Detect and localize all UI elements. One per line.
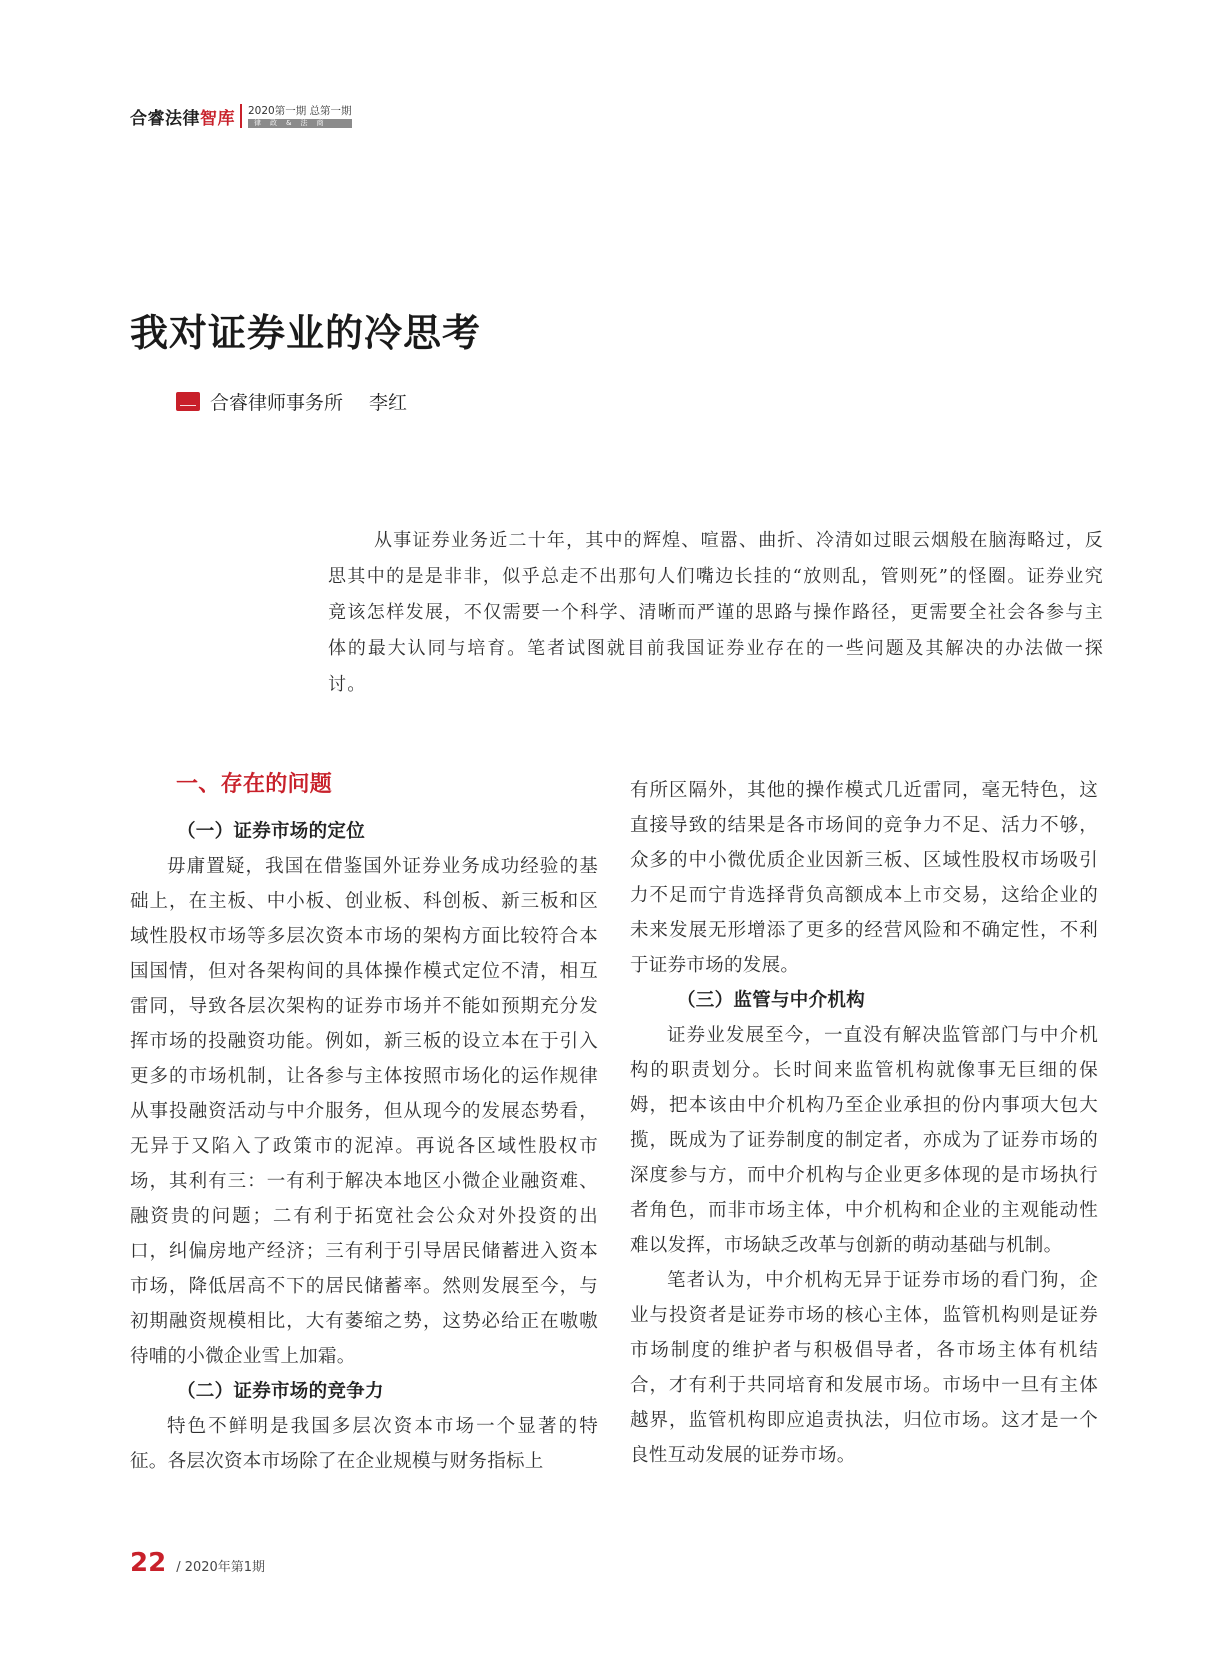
masthead-tag: 律政&法商 bbox=[248, 119, 352, 128]
brand-main: 合睿法律 bbox=[130, 108, 200, 129]
abstract bbox=[328, 523, 1104, 703]
masthead-meta bbox=[248, 105, 352, 128]
article-title: 我对证券业的冷思考 bbox=[130, 311, 482, 355]
paragraph: 笔者认为，中介机构无异于证券市场的看门狗，企业与投资者是证券市场的核心主体，监管机构则是证券市场制度的维护者与积极倡导者，各市场主体有机结合，才有利于共同培育和发展市场。市场中一旦有主体越界，监管机构即应追责执法，归位市场。这才是一个良性互动发展的证券市场。 bbox=[630, 1270, 1098, 1466]
brand-accent: 智库 bbox=[200, 108, 235, 129]
author-name: 李红 bbox=[369, 391, 408, 414]
masthead-brand bbox=[130, 104, 235, 129]
abstract-text: 从事证券业务近二十年，其中的辉煌、喧嚣、曲折、冷清如过眼云烟般在脑海略过，反思其中的是是非非，似乎总走不出那句人们嘴边长挂的“放则乱，管则死”的怪圈。证券业究竟该怎样发展，不仅需要一个科学、清晰而严谨的思路与操作路径，更需要全社会各参与主体的最大认同与培育。笔者试图就目前我国证券业存在的一些问题及其解决的办法做一探讨。 bbox=[328, 530, 1104, 695]
masthead-divider bbox=[240, 104, 242, 128]
masthead bbox=[130, 102, 352, 130]
paragraph: 毋庸置疑，我国在借鉴国外证券业务成功经验的基础上，在主板、中小板、创业板、科创板、新三板和区域性股权市场等多层次资本市场的架构方面比较符合本国国情，但对各架构间的具体操作模式定位不清，相互雷同，导致各层次架构的证券市场并不能如预期充分发挥市场的投融资功能。例如，新三板的设立本在于引入更多的市场机制，让各参与主体按照市场化的运作规律从事投融资活动与中介服务，但从现今的发展态势看，无异于又陷入了政策市的泥淖。再说各区域性股权市场，其利有三：一有利于解决本地区小微企业融资难、融资贵的问题；二有利于拓宽社会公众对外投资的出口，纠偏房地产经济；三有利于引导居民储蓄进入资本市场，降低居高不下的居民储蓄率。然则发展至今，与初期融资规模相比，大有萎缩之势，这势必给正在嗷嗷待哺的小微企业雪上加霜。 bbox=[130, 856, 598, 1367]
author-org: 合睿律师事务所 bbox=[210, 391, 344, 414]
paragraph: 特色不鲜明是我国多层次资本市场一个显著的特征。各层次资本市场除了在企业规模与财务指标上 bbox=[130, 1416, 598, 1472]
subsection-heading-2: （二）证券市场的竞争力 bbox=[177, 1381, 384, 1402]
subsection-heading-3: （三）监管与中介机构 bbox=[677, 990, 866, 1011]
paragraph: 证券业发展至今，一直没有解决监管部门与中介机构的职责划分。长时间来监管机构就像事无巨细的保姆，把本该由中介机构乃至企业承担的份内事项大包大揽，既成为了证券制度的制定者，亦成为了证券市场的深度参与方，而中介机构与企业更多体现的是市场执行者角色，而非市场主体，中介机构和企业的主观能动性难以发挥，市场缺乏改革与创新的萌动基础与机制。 bbox=[630, 1025, 1098, 1256]
page-footer bbox=[130, 1548, 265, 1578]
body-column-right bbox=[630, 773, 1098, 1473]
section-heading-1: 一、存在的问题 bbox=[176, 772, 333, 797]
subsection-heading-1: （一）证券市场的定位 bbox=[177, 821, 366, 842]
body-column-left bbox=[130, 768, 598, 1479]
paragraph-continued: 有所区隔外，其他的操作模式几近雷同，毫无特色，这直接导致的结果是各市场间的竞争力不足、活力不够，众多的中小微优质企业因新三板、区域性股权市场吸引力不足而宁肯选择背负高额成本上市交易，这给企业的未来发展无形增添了更多的经营风险和不确定性，不利于证券市场的发展。 bbox=[630, 780, 1098, 976]
footer-issue: / 2020年第1期 bbox=[176, 1560, 266, 1575]
author-line bbox=[176, 388, 407, 414]
masthead-issue: 2020第一期 总第一期 bbox=[248, 104, 352, 117]
page-number: 22 bbox=[130, 1548, 167, 1578]
hr-law-firm-logo-icon bbox=[176, 392, 200, 411]
